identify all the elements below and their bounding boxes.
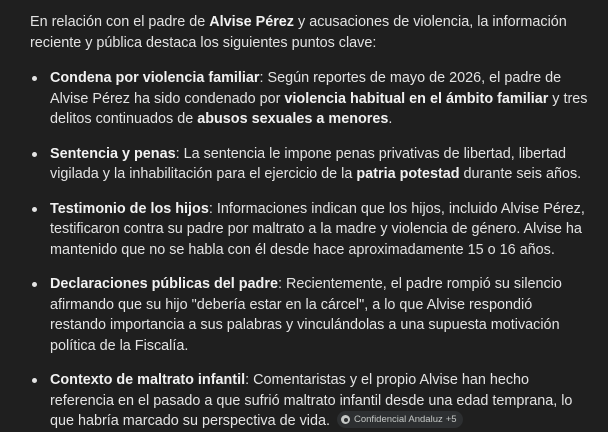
intro-paragraph xyxy=(30,12,590,53)
point-text: durante seis años. xyxy=(459,166,582,182)
point-text: : La sentencia le impone penas privativas de libertad, libertad vigilada y la inhabilitación para el ejercicio de la xyxy=(50,145,566,182)
source-name: Confidencial Andaluz xyxy=(354,414,443,425)
list-item-sentencia xyxy=(30,144,590,185)
list-item-declaraciones xyxy=(30,274,590,356)
intro-bold-name: Alvise Pérez xyxy=(209,14,295,30)
bullet-dot xyxy=(32,152,37,157)
bullet-dot xyxy=(32,207,37,212)
source-count: +5 xyxy=(445,414,457,425)
point-title: Sentencia y penas xyxy=(50,145,176,162)
bullet-dot xyxy=(32,76,37,81)
list-item-testimonio xyxy=(30,199,590,261)
point-title: Declaraciones públicas del padre xyxy=(50,276,278,292)
point-text: : Recientemente, el padre rompió su silencio afirmando que su hijo "debería estar en la cárcel", a lo que Alvise respondió restando importancia a sus palabras y vinculándolas a una supuesta motivación política de la Fiscalía. xyxy=(50,276,562,354)
bullet-dot xyxy=(32,282,37,287)
point-text: : Según reportes de mayo de 2026, el padre de Alvise Pérez ha sido condenado por xyxy=(50,70,562,107)
point-text: . xyxy=(388,111,393,127)
point-bold: patria potestad xyxy=(356,166,460,182)
point-text: y tres delitos continuados de xyxy=(50,90,588,127)
point-bold: violencia habitual en el ámbito familiar xyxy=(284,90,549,107)
point-title: Condena por violencia familiar xyxy=(50,70,260,86)
list-item-condena xyxy=(30,68,590,130)
intro-text-end: y acusaciones de violencia, la información reciente y pública destaca los siguientes puntos clave: xyxy=(30,14,567,51)
point-text: : Comentaristas y el propio Alvise han hecho referencia en el pasado a que sufrió maltrato infantil desde una edad temprana, lo que habría marcado su perspectiva de vida. xyxy=(50,372,573,429)
list-item-contexto xyxy=(30,370,590,432)
point-text: : Informaciones indican que los hijos, incluido Alvise Pérez, testificaron contra su padre por maltrato a la madre y violencia de género. Alvise ha mantenido que no se habla con él desde hace aproximadamente 15 o 16 años. xyxy=(50,200,585,258)
source-globe-icon xyxy=(341,415,350,424)
point-bold: abusos sexuales a menores xyxy=(197,111,389,127)
intro-text: En relación con el padre de xyxy=(30,14,210,30)
source-chip[interactable] xyxy=(337,411,463,428)
key-points-list xyxy=(30,68,590,432)
ai-answer xyxy=(30,12,590,432)
point-title: Testimonio de los hijos xyxy=(50,200,209,217)
point-title: Contexto de maltrato infantil xyxy=(50,372,246,388)
bullet-dot xyxy=(32,378,37,383)
